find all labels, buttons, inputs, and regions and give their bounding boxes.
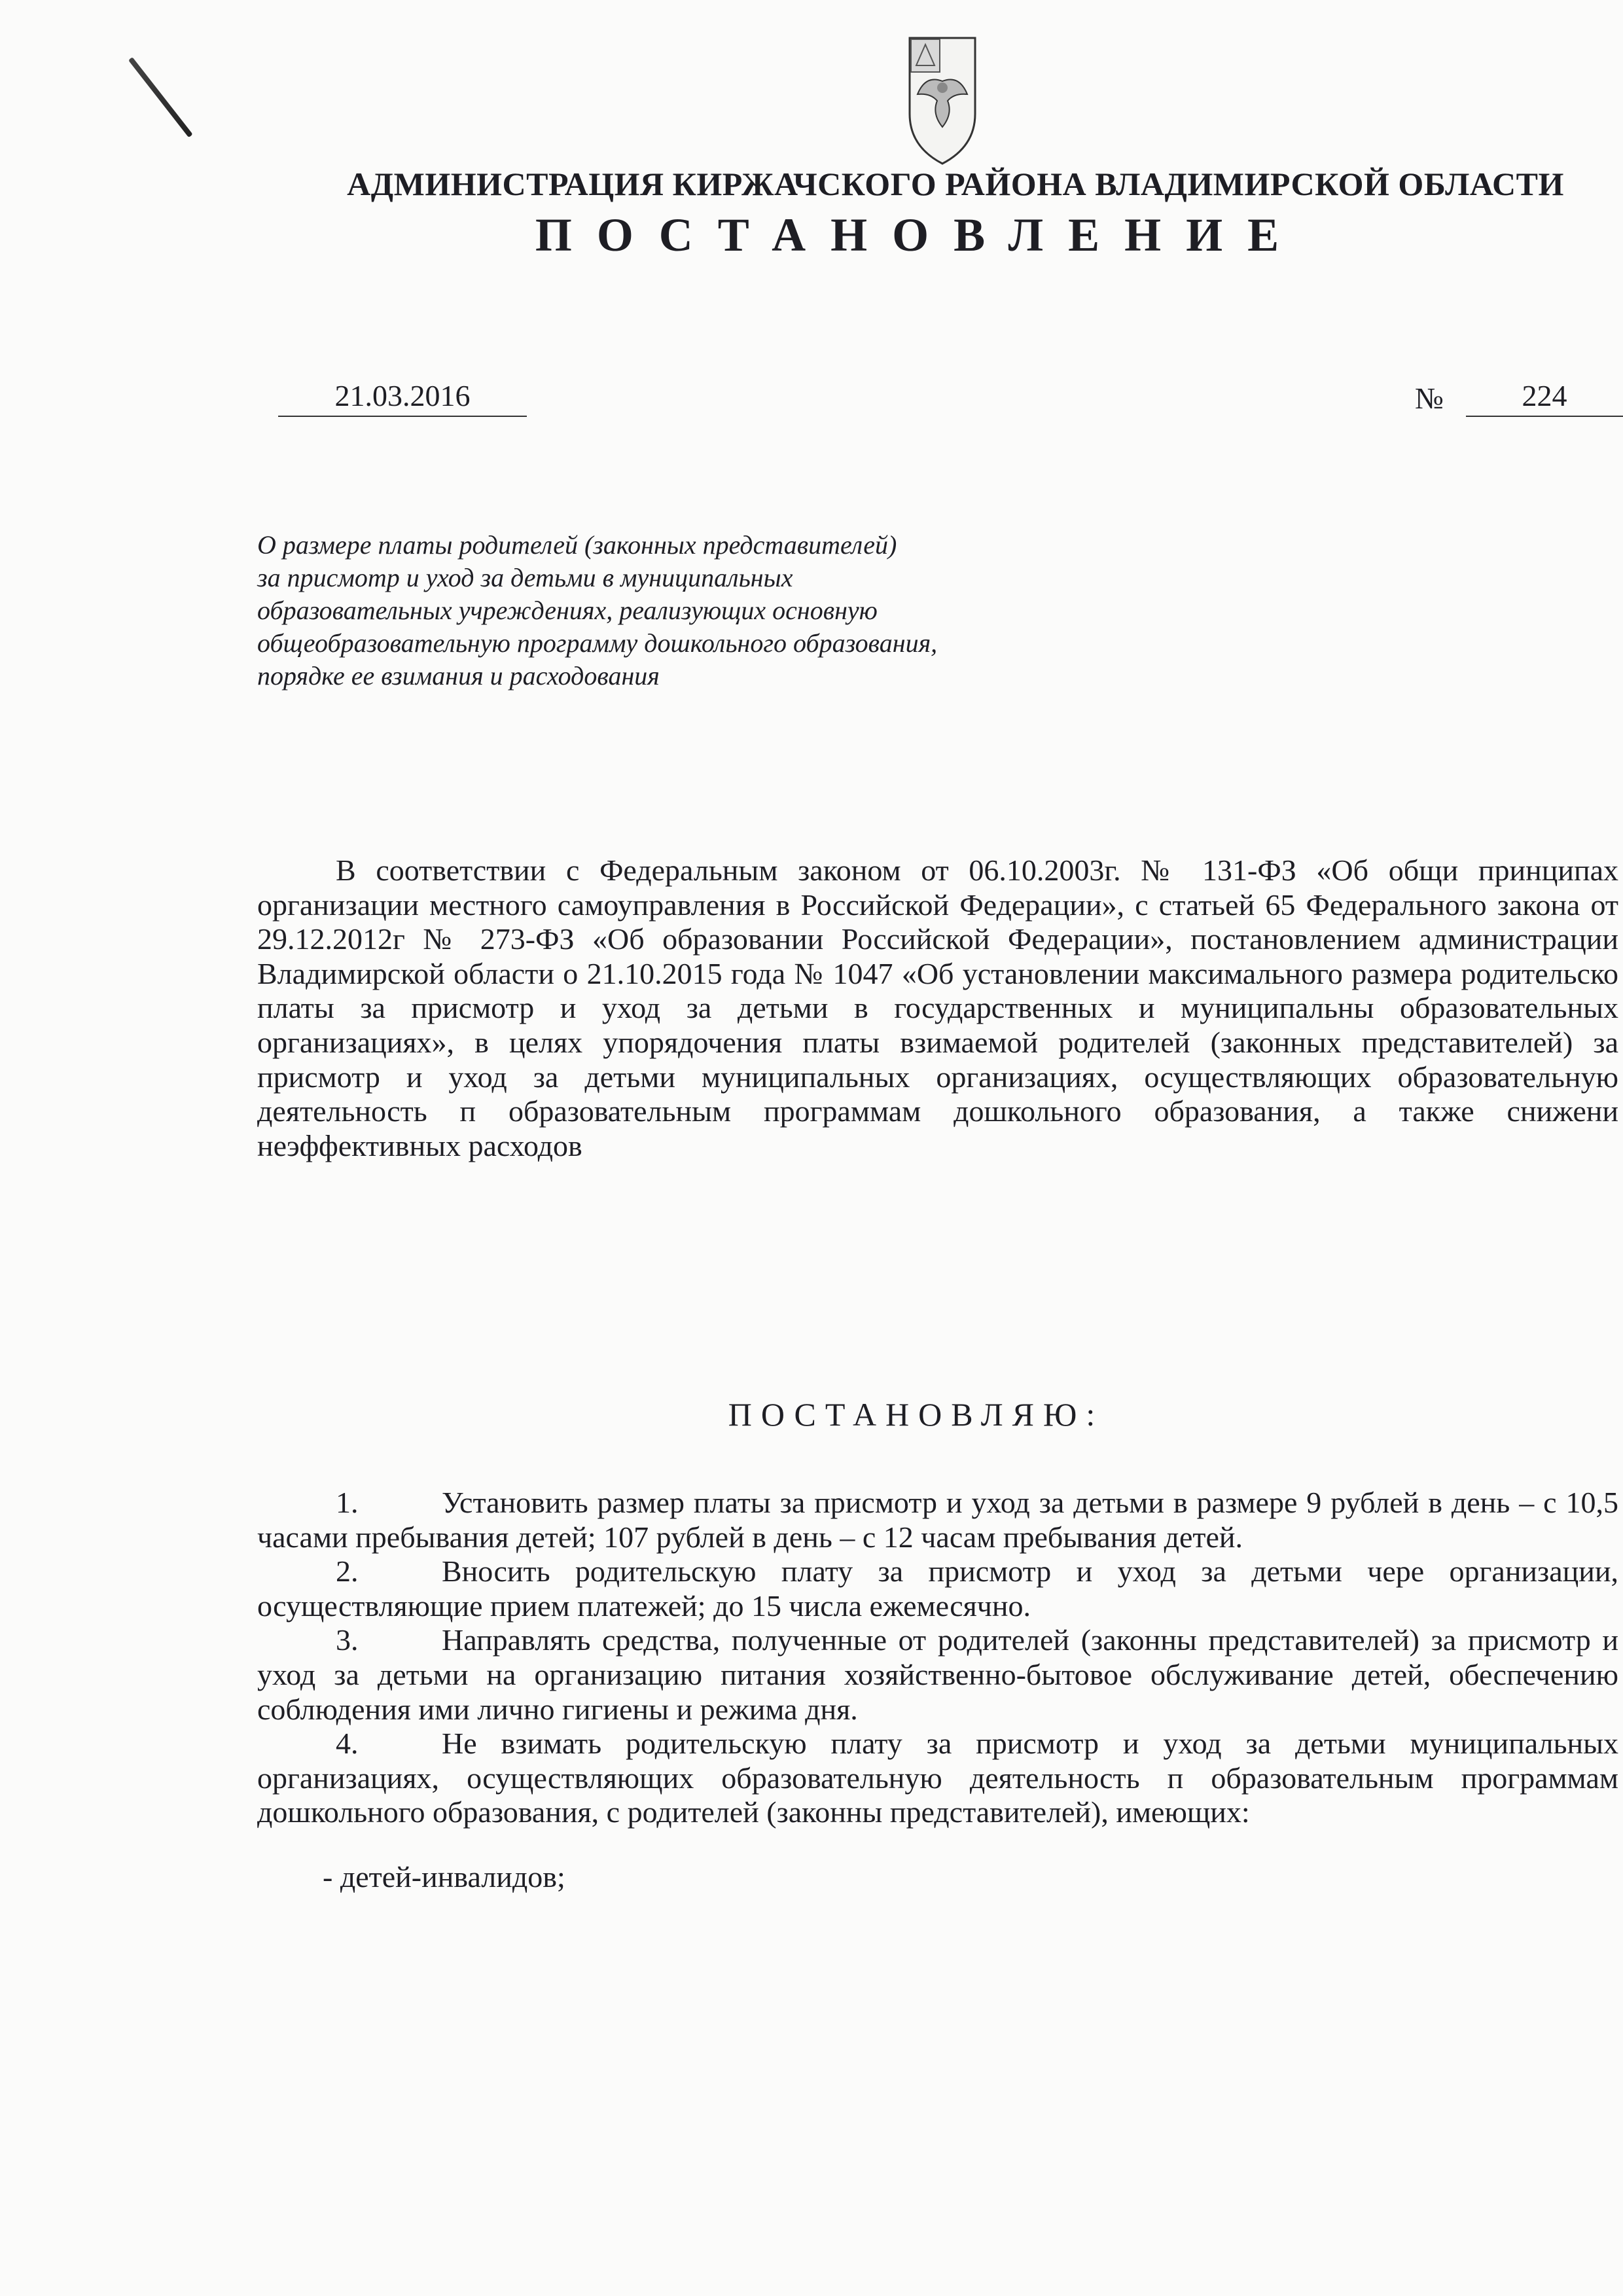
- subject-line: за присмотр и уход за детьми в муниципальных: [257, 563, 793, 592]
- subject-line: порядке ее взимания и расходования: [257, 661, 660, 691]
- coat-of-arms-icon: [906, 35, 979, 166]
- item-number: 1.: [336, 1486, 359, 1519]
- subject-line: общеобразовательную программу дошкольного образования,: [257, 628, 938, 658]
- subject-line: образовательных учреждениях, реализующих основную: [257, 596, 878, 625]
- list-item: - детей-инвалидов;: [323, 1859, 565, 1893]
- document-date: 21.03.2016: [278, 378, 527, 417]
- preamble-section: [257, 853, 1618, 1163]
- preamble-paragraph: В соответствии с Федеральным законом от 06.10.2003г. № 131-ФЗ «Об общи принципах организации местного самоуправления в Российской Федерации», с статьей 65 Федерального закона от 29.12.2012г № 273-ФЗ «Об образовании Российской Федерации», постановлением администрации Владимирской области о 21.10.2015 года № 1047 «Об установлении максимального размера родительско платы за присмотр и уход за детьми в государственных и муниципальны образовательных организациях», в целях упорядочения платы взимаемой родителей (законных представителей) за присмотр и уход за детьми муниципальных организациях, осуществляющих образовательную деятельность п образовательным программам дошкольного образования, а также снижени неэффективных расходов: [257, 853, 1618, 1162]
- decree-items: [257, 1486, 1618, 1925]
- document-number: 224: [1466, 378, 1623, 417]
- decree-item: [257, 1486, 1618, 1554]
- item-text: Вносить родительскую плату за присмотр и уход за детьми чере организации, осуществляющие прием платежей; до 15 числа ежемесячно.: [257, 1554, 1618, 1623]
- document-type-heading: ПОСТАНОВЛЕНИЕ: [535, 209, 1304, 261]
- decree-item: [257, 1727, 1618, 1830]
- item-text: Установить размер платы за присмотр и уход за детьми в размере 9 рублей в день – с 10,5 часами пребывания детей; 107 рублей в день – с 12 часам пребывания детей.: [257, 1486, 1618, 1554]
- item-number: 2.: [336, 1554, 359, 1588]
- decree-item: [257, 1554, 1618, 1623]
- item-text: Направлять средства, полученные от родителей (законны представителей) за присмотр и уход за детьми на организацию питания хозяйственно-бытовое обслуживание детей, обеспечению соблюдения ими лично гигиены и режима дня.: [257, 1623, 1618, 1726]
- document-subject: [257, 529, 1173, 692]
- item-number: 4.: [336, 1727, 359, 1761]
- subject-line: О размере платы родителей (законных представителей): [257, 530, 897, 560]
- scan-artifact: [128, 57, 193, 137]
- decree-heading: ПОСТАНОВЛЯЮ:: [728, 1396, 1105, 1433]
- item-text: Не взимать родительскую плату за присмотр и уход за детьми муниципальных организациях, осуществляющих образовательную деятельность п образовательным программам дошкольного образования, с родителей (законны представителей), имеющих:: [257, 1727, 1618, 1829]
- item-number: 3.: [336, 1623, 359, 1657]
- number-label: №: [1415, 382, 1444, 415]
- organization-title: АДМИНИСТРАЦИЯ КИРЖАЧСКОГО РАЙОНА ВЛАДИМИРСКОЙ ОБЛАСТИ: [347, 166, 1564, 202]
- decree-item: [257, 1623, 1618, 1727]
